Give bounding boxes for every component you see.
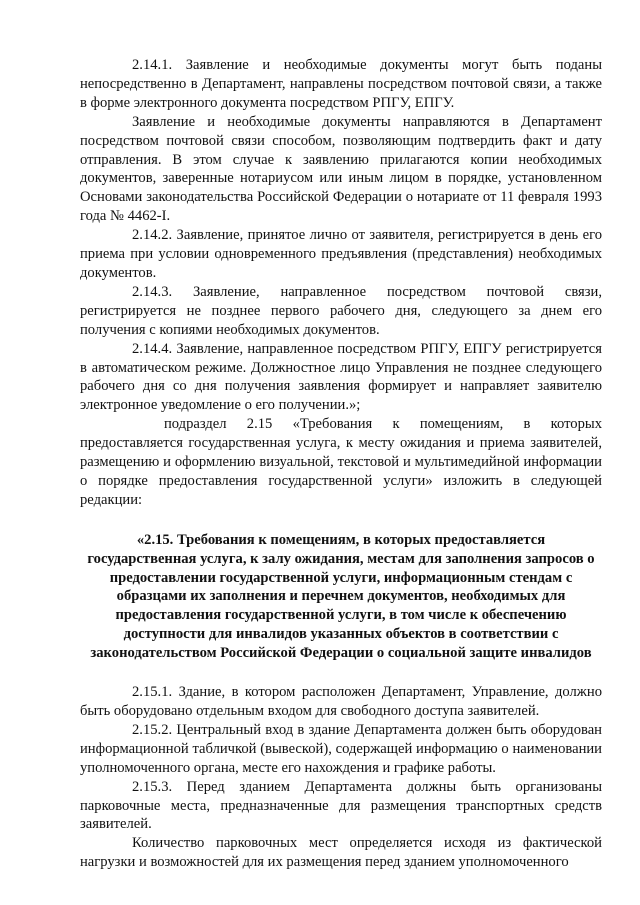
paragraph-2-14-4: 2.14.4. Заявление, направленное посредством РПГУ, ЕПГУ регистрируется в автоматическом режиме. Должностное лицо Управления не позднее следующего рабочего дня со дня получения заявления формирует и направляет заявителю электронное уведомление о его получении.»; bbox=[80, 340, 602, 414]
document-page bbox=[80, 56, 602, 872]
paragraph-2-14-1: 2.14.1. Заявление и необходимые документы могут быть поданы непосредственно в Департамент, направлены посредством почтовой связи, а также в форме электронного документа посредством РПГУ, ЕПГУ. bbox=[80, 57, 602, 111]
paragraph-subsection-2-15-intro: подраздел 2.15 «Требования к помещениям, в которых предоставляется государственная услуга, к месту ожидания и приема заявителей, размещению и оформлению визуальной, текстовой и мультимедийной информации о порядке предоставления государственной услуги» изложить в следующей редакции: bbox=[80, 416, 602, 508]
paragraph-parking-count: Количество парковочных мест определяется исходя из фактической нагрузки и возможностей для их размещения перед зданием уполномоченного bbox=[80, 835, 602, 871]
section-heading-2-15: «2.15. Требования к помещениям, в которых предоставляется государственная услуга, к залу ожидания, местам для заполнения запросов о предоставлении государственной услуги, информационным стендам с образцами их заполнения и перечнем документов, необходимых для предоставления государственной услуги, в том числе к обеспечению доступности для инвалидов указанных объектов в соответствии с законодательством Российской Федерации о социальной защите инвалидов bbox=[87, 531, 595, 662]
paragraph-2-14-2: 2.14.2. Заявление, принятое лично от заявителя, регистрируется в день его приема при условии одновременного предъявления (представления) необходимых документов. bbox=[80, 227, 602, 281]
paragraph-postal-submission: Заявление и необходимые документы направляются в Департамент посредством почтовой связи способом, позволяющим подтвердить факт и дату отправления. В этом случае к заявлению прилагаются копии необходимых документов, заверенные нотариусом или иным лицом в порядке, установленном Основами законодательства Российской Федерации о нотариате от 11 февраля 1993 года № 4462-I. bbox=[80, 113, 602, 225]
paragraph-2-15-2: 2.15.2. Центральный вход в здание Департамента должен быть оборудован информационной табличкой (вывеской), содержащей информацию о наименовании уполномоченного органа, месте его нахождения и графике работы. bbox=[80, 721, 602, 776]
paragraph-2-15-3: 2.15.3. Перед зданием Департамента должны быть организованы парковочные места, предназначенные для размещения транспортных средств заявителей. bbox=[80, 778, 602, 833]
paragraph-2-15-1: 2.15.1. Здание, в котором расположен Департамент, Управление, должно быть оборудовано отдельным входом для свободного доступа заявителей. bbox=[80, 684, 602, 719]
paragraph-2-14-3: 2.14.3. Заявление, направленное посредством почтовой связи, регистрируется не позднее первого рабочего дня, следующего за днем его получения с копиями необходимых документов. bbox=[80, 283, 602, 338]
